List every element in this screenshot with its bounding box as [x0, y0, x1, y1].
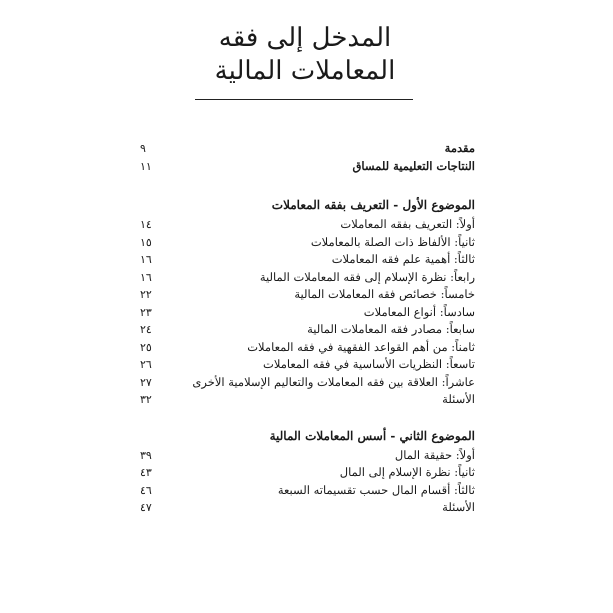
toc-entry	[140, 374, 475, 392]
toc-entry-text: أولاً: حقيقة المال	[394, 447, 475, 462]
toc-entry	[140, 356, 475, 374]
toc-entry-page: ٤٦	[140, 483, 152, 497]
toc-entry-page: ٢٣	[140, 305, 152, 319]
toc-entry	[140, 251, 475, 269]
toc-entry-text: رابعاً: نظرة الإسلام إلى فقه المعاملات المالية	[259, 269, 475, 284]
toc-entry-text: ثامناً: من أهم القواعد الفقهية في فقه المعاملات	[247, 339, 475, 354]
title-line-2: المعاملات المالية	[214, 56, 396, 86]
toc-entry-text: سادساً: أنواع المعاملات	[363, 304, 475, 319]
toc-entry-text: مقدمة	[444, 141, 475, 155]
toc-entry	[140, 158, 475, 176]
toc-entry	[140, 234, 475, 252]
toc-entry	[140, 464, 475, 482]
title-underline	[195, 99, 413, 100]
section-heading-2: الموضوع الثاني - أسس المعاملات المالية	[269, 428, 475, 443]
spacer	[140, 409, 475, 425]
book-title	[190, 22, 420, 88]
toc-entry	[140, 447, 475, 465]
toc-entry-text: الأسئلة	[442, 392, 475, 406]
toc-entry-page: ١٥	[140, 235, 152, 249]
toc-entry	[140, 339, 475, 357]
toc-entry-page: ٢٧	[140, 375, 152, 389]
spacer	[140, 175, 475, 194]
toc-entry-page: ١١	[140, 159, 152, 173]
toc-entry-text: سابعاً: مصادر فقه المعاملات المالية	[307, 322, 475, 336]
toc-entry-page: ٢٤	[140, 323, 152, 336]
toc-entry	[140, 269, 475, 287]
toc-entry-page: ١٦	[140, 253, 152, 266]
toc-entry	[140, 140, 475, 158]
toc-entry-text: الأسئلة	[442, 500, 475, 514]
toc-entry-text: ثالثاً: أقسام المال حسب تقسيماته السبعة	[277, 482, 475, 497]
toc-entry-page: ١٤	[140, 218, 152, 231]
toc-entry-text: ثانياً: الألفاظ ذات الصلة بالمعاملات	[310, 234, 475, 249]
toc-entry	[140, 321, 475, 339]
toc-entry	[140, 391, 475, 409]
toc-entry	[140, 304, 475, 322]
table-of-contents	[140, 140, 475, 517]
toc-entry-text: النتاجات التعليمية للمساق	[352, 158, 475, 173]
toc-entry-page: ٣٢	[140, 393, 152, 406]
toc-entry-page: ٣٩	[140, 448, 152, 462]
toc-entry-page: ٤٣	[140, 466, 152, 479]
toc-entry	[140, 499, 475, 517]
toc-entry-page: ٢٦	[140, 358, 152, 371]
toc-entry	[140, 482, 475, 500]
toc-entry	[140, 286, 475, 304]
title-line-1: المدخل إلى فقه	[218, 23, 392, 53]
toc-entry-page: ٢٥	[140, 340, 152, 354]
toc-entry-page: ٢٢	[140, 288, 152, 301]
toc-entry-text: تاسعاً: النظريات الأساسية في فقه المعاملات	[263, 357, 475, 371]
toc-entry-page: ٤٧	[140, 501, 152, 514]
toc-entry-text: ثانياً: نظرة الإسلام إلى المال	[339, 465, 475, 479]
toc-entry-text: أولاً: التعريف بفقه المعاملات	[340, 217, 475, 231]
toc-entry-page: ٩	[140, 142, 146, 155]
toc-entry-page: ١٦	[140, 270, 152, 284]
toc-entry-text: خامساً: خصائص فقه المعاملات المالية	[294, 287, 475, 301]
toc-entry-text: عاشراً: العلاقة بين فقه المعاملات والتعاليم الإسلامية الأخرى	[192, 374, 475, 389]
toc-entry	[140, 216, 475, 234]
section-heading-1: الموضوع الأول - التعريف بفقه المعاملات	[271, 198, 475, 212]
toc-entry-text: ثالثاً: أهمية علم فقه المعاملات	[331, 252, 475, 266]
